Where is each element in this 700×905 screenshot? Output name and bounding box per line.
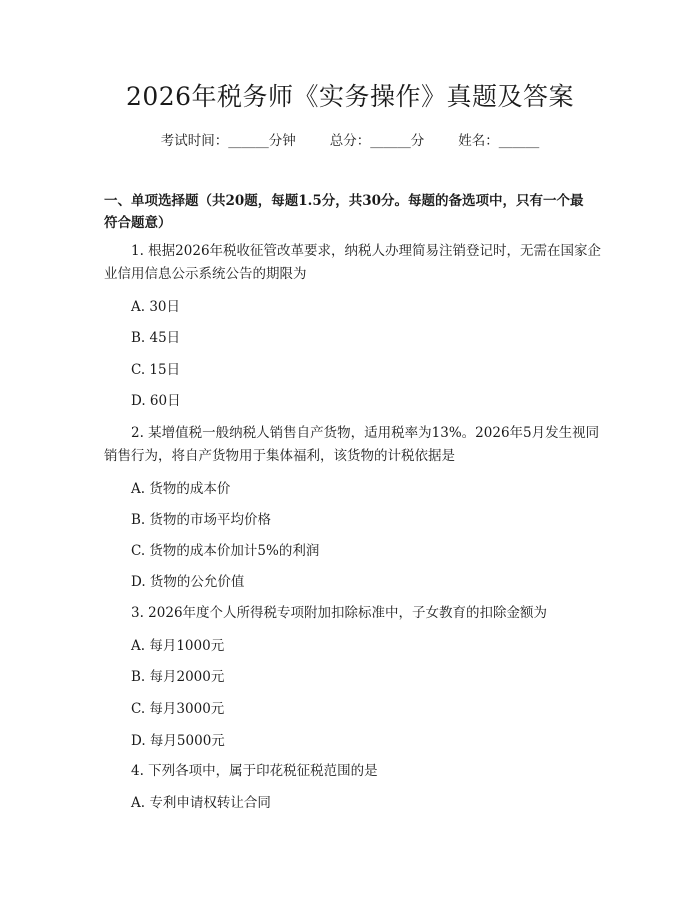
question-3-option-c: C. 每月3000元	[131, 701, 225, 717]
question-3-option-d: D. 每月5000元	[131, 733, 225, 749]
page-title: 2026年税务师《实务操作》真题及答案	[125, 82, 575, 111]
question-1-text: 1. 根据2026年税收征管改革要求，纳税人办理简易注销登记时，无需在国家企业信用信息公示系统公告的期限为	[104, 243, 602, 282]
section-heading: 一、单项选择题（共20题，每题1.5分，共30分。每题的备选项中，只有一个最符合题意）	[104, 193, 584, 231]
student-name-label: 姓名：______	[458, 133, 540, 149]
question-2-option-b: B. 货物的市场平均价格	[131, 512, 272, 528]
question-2-option-d: D. 货物的公允价值	[131, 574, 245, 590]
question-3-text: 3. 2026年度个人所得税专项附加扣除标准中，子女教育的扣除金额为	[131, 605, 548, 621]
question-1-option-d: D. 60日	[131, 393, 181, 409]
question-1-option-b: B. 45日	[131, 330, 181, 346]
question-4-option-a: A. 专利申请权转让合同	[131, 795, 271, 811]
total-score-label: 总分：______分	[329, 133, 425, 149]
question-4-text: 4. 下列各项中，属于印花税征税范围的是	[131, 763, 378, 779]
exam-meta	[0, 131, 700, 151]
question-2-option-c: C. 货物的成本价加计5%的利润	[131, 543, 320, 559]
question-3-option-a: A. 每月1000元	[131, 638, 225, 654]
question-1-option-c: C. 15日	[131, 362, 181, 378]
question-1-option-a: A. 30日	[131, 299, 181, 315]
question-3-option-b: B. 每月2000元	[131, 669, 225, 685]
question-2-text: 2. 某增值税一般纳税人销售自产货物，适用税率为13%。2026年5月发生视同销售行为，将自产货物用于集体福利，该货物的计税依据是	[104, 425, 600, 464]
question-2-option-a: A. 货物的成本价	[131, 481, 231, 497]
exam-time-label: 考试时间：______分钟	[160, 133, 296, 149]
